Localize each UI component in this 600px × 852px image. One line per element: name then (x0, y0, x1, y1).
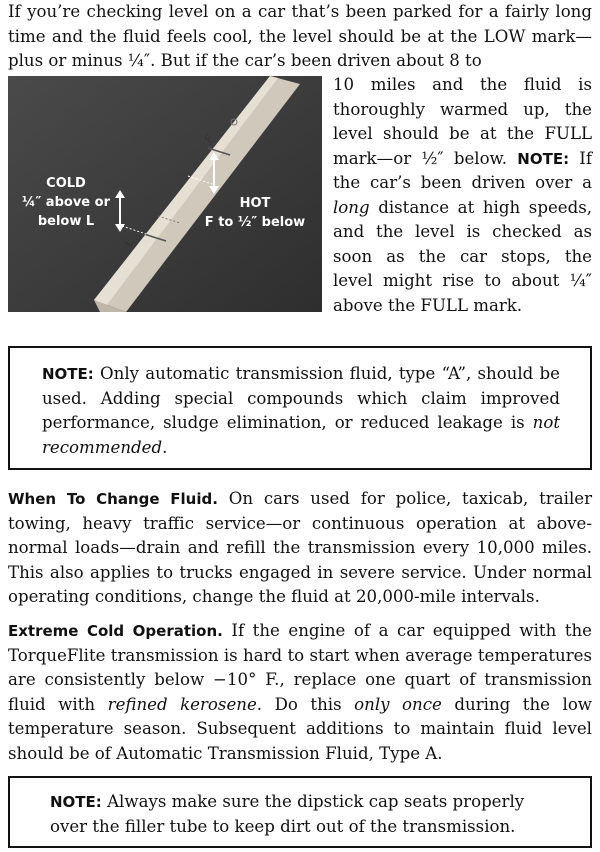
stick-mark-f: F (201, 132, 218, 146)
stick-mark-l: L (121, 236, 138, 250)
dipstick-figure (8, 76, 322, 312)
cold-label-line3: below L (37, 214, 95, 229)
cold-label-title: COLD (46, 176, 86, 191)
cold-operation-paragraph: Extreme Cold Operation. If the engine of a car equipped with the TorqueFlite transmission is hard to start when average temperatures are consistently below −10° F., replace one quart of transmission fluid with refined kerosene. Do this only once during the low temperature season. Subsequent additions to maintain fluid level should be of Automatic Transmission Fluid, Type A. (8, 621, 593, 763)
hot-label-line2: F to ½″ below (204, 215, 306, 230)
change-fluid-heading: When To Change Fluid. (8, 490, 218, 508)
note-inline-label: NOTE: (517, 149, 570, 168)
note-label-2: NOTE: (50, 793, 102, 811)
intro-text: If you’re checking level on a car that’s been parked for a fairly long time and the fluid feels cool, the level should be at the LOW mark—plus or minus ¼″. But if the car’s been driven about 8 to (8, 2, 592, 70)
note-box-fluid-type (8, 346, 592, 470)
intro-side-text: 10 miles and the fluid is thoroughly warmed up, the level should be at the FULL mark—or ½″ below. NOTE: If the car’s been driven over a long distance at high speeds, and the level is checked as soon as the car stops, the level might rise to about ¼″ above the FULL mark. (333, 75, 592, 315)
cold-label-line2: ¼″ above or (22, 195, 110, 210)
cold-operation-heading: Extreme Cold Operation. (8, 622, 223, 640)
note-fluid-type-text: NOTE: Only automatic transmission fluid, type “A”, should be used. Adding special compounds which claim improved performance, sludge elimination, or reduced leakage is not recommended. (42, 364, 560, 457)
cold-label (14, 174, 118, 231)
intro-paragraph (8, 0, 592, 74)
note-box-dipstick-cap (8, 776, 592, 848)
change-fluid-paragraph: When To Change Fluid. On cars used for police, taxicab, trailer towing, heavy traffic service—or continuous operation at above-normal loads—drain and refill the transmission every 10,000 miles. This also applies to trucks engaged in severe service. Under normal operating conditions, change the fluid at 20,000-mile intervals. (8, 489, 592, 606)
note-dipstick-cap-text: NOTE: Always make sure the dipstick cap seats properly over the filler tube to keep dirt out of the transmission. (50, 792, 525, 836)
note-label: NOTE: (42, 365, 94, 383)
hot-label (200, 194, 310, 232)
hot-label-title: HOT (239, 196, 271, 211)
